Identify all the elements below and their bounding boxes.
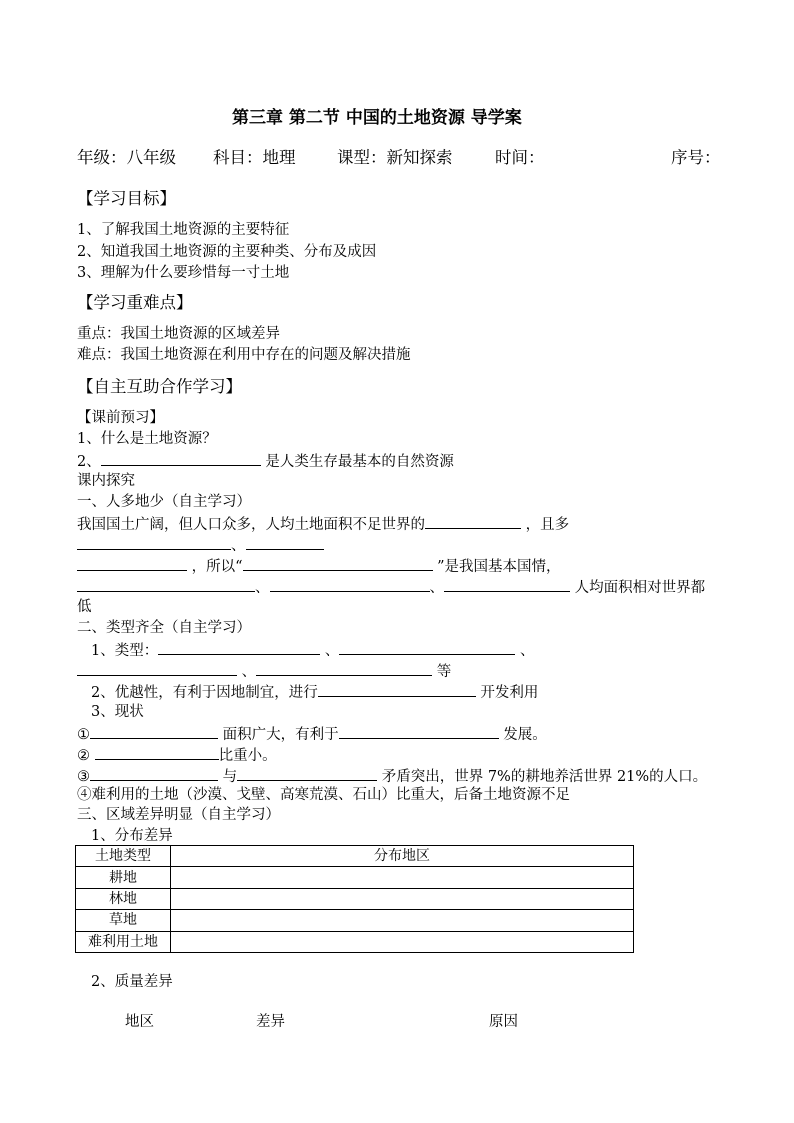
sec2-types-cont	[77, 660, 451, 682]
course-type-label: 课型：新知探索	[337, 148, 453, 167]
sec1-text: 、	[429, 580, 444, 596]
sec2-text: 、	[320, 643, 340, 659]
time-label: 时间：	[495, 148, 545, 167]
quality-col-region: 地区	[125, 1014, 154, 1030]
distribution-table	[75, 845, 634, 953]
sec2-status-label: 3、现状	[91, 704, 144, 720]
goal-item: 1、了解我国土地资源的主要特征	[77, 222, 290, 238]
grade-label: 年级：八年级	[77, 148, 176, 167]
answer-blank[interactable]	[339, 639, 515, 655]
sec2-types	[91, 639, 534, 661]
table-row	[76, 931, 634, 952]
goal-item: 2、知道我国土地资源的主要种类、分布及成因	[77, 244, 377, 260]
table-row	[76, 867, 634, 888]
sec1-line-5: 低	[77, 599, 92, 615]
sec2-text: 面积广大，有利于	[218, 727, 339, 743]
answer-blank[interactable]	[90, 723, 218, 739]
sec2-text: 发展。	[498, 727, 547, 743]
table-header-row	[76, 846, 634, 867]
answer-blank[interactable]	[237, 765, 377, 781]
answer-blank[interactable]	[243, 555, 433, 571]
sec2-text: 与	[218, 769, 238, 785]
sec3-heading: 三、区域差异明显（自主学习）	[77, 807, 280, 823]
page-title: 第三章 第二节 中国的土地资源 导学案	[232, 108, 522, 128]
q2-prefix: 2、	[77, 454, 101, 470]
sec1-text: 人均面积相对世界都	[570, 580, 706, 596]
sec1-text: ，所以“	[187, 559, 243, 575]
sec1-line-1	[77, 513, 569, 535]
sec2-text: 1、类型：	[91, 643, 159, 659]
keypoints-heading: 【学习重难点】	[77, 293, 193, 312]
answer-blank[interactable]	[77, 576, 255, 592]
quality-col-difference: 差异	[256, 1014, 285, 1030]
q2-suffix: 是人类生存最基本的自然资源	[260, 454, 454, 470]
sec1-line-4	[77, 576, 705, 598]
preview-heading: 【课前预习】	[77, 410, 164, 426]
sec2-text: 等	[432, 664, 452, 680]
answer-blank[interactable]	[318, 681, 476, 697]
table-row	[76, 888, 634, 909]
land-type-cell: 难利用土地	[76, 931, 171, 952]
distribution-label: 1、分布差异	[91, 828, 173, 844]
sec2-text: 、	[237, 664, 257, 680]
answer-blank[interactable]	[77, 555, 187, 571]
sec2-heading: 二、类型齐全（自主学习）	[77, 620, 251, 636]
sec1-text: 、	[255, 580, 270, 596]
sec2-text: 矛盾突出，世界 7%的耕地养活世界 21%的人口。	[377, 769, 708, 785]
sec2-text: ①	[77, 727, 90, 743]
sec2-text: ③	[77, 769, 90, 785]
sec1-text: ，且多	[521, 517, 570, 533]
sec2-text: 、	[515, 643, 535, 659]
goal-item: 3、理解为什么要珍惜每一寸土地	[77, 265, 290, 281]
land-type-cell: 草地	[76, 910, 171, 931]
answer-blank[interactable]	[425, 513, 521, 529]
distribution-cell[interactable]	[171, 867, 634, 888]
sec1-line-2	[77, 534, 324, 556]
sec2-text: ②	[77, 748, 95, 764]
sec1-text: 我国国土广阔，但人口众多，人均土地面积不足世界的	[77, 517, 425, 533]
answer-blank[interactable]	[444, 576, 570, 592]
preview-question-2	[77, 450, 454, 472]
answer-blank[interactable]	[339, 723, 499, 739]
sec2-status-3	[77, 765, 707, 787]
serial-label: 序号：	[671, 148, 721, 167]
answer-blank[interactable]	[158, 639, 320, 655]
sec1-text: ”是我国基本国情，	[432, 559, 561, 575]
answer-blank[interactable]	[77, 534, 231, 550]
sec1-heading: 一、人多地少（自主学习）	[77, 494, 251, 510]
table-header-cell: 分布地区	[171, 846, 634, 867]
distribution-cell[interactable]	[171, 931, 634, 952]
sec2-text: 开发利用	[475, 685, 539, 701]
sec2-status-1	[77, 723, 547, 745]
distribution-cell[interactable]	[171, 910, 634, 931]
answer-blank[interactable]	[246, 534, 324, 550]
sec2-text: 比重小。	[218, 748, 277, 764]
table-row	[76, 910, 634, 931]
answer-blank[interactable]	[95, 744, 219, 760]
quality-col-reason: 原因	[489, 1014, 518, 1030]
table-header-cell: 土地类型	[76, 846, 171, 867]
land-type-cell: 林地	[76, 888, 171, 909]
answer-blank[interactable]	[77, 660, 237, 676]
difficult-point: 难点：我国土地资源在利用中存在的问题及解决措施	[77, 347, 411, 363]
sec2-status-2	[77, 744, 277, 766]
coop-heading: 【自主互助合作学习】	[77, 377, 242, 396]
goals-heading: 【学习目标】	[77, 189, 176, 208]
sec2-status-4: ④难利用的土地（沙漠、戈壁、高寒荒漠、石山）比重大，后备土地资源不足	[77, 787, 570, 803]
inclass-heading: 课内探究	[77, 473, 135, 489]
subject-label: 科目：地理	[213, 148, 296, 167]
sec1-text: 、	[231, 538, 246, 554]
answer-blank[interactable]	[101, 450, 261, 466]
answer-blank[interactable]	[270, 576, 430, 592]
key-point: 重点：我国土地资源的区域差异	[77, 326, 280, 342]
quality-label: 2、质量差异	[91, 974, 173, 990]
preview-question-1: 1、什么是土地资源？	[77, 431, 217, 447]
answer-blank[interactable]	[90, 765, 218, 781]
answer-blank[interactable]	[256, 660, 432, 676]
distribution-cell[interactable]	[171, 888, 634, 909]
sec1-line-3	[77, 555, 561, 577]
sec2-text: 2、优越性，有利于因地制宜，进行	[91, 685, 318, 701]
land-type-cell: 耕地	[76, 867, 171, 888]
sec2-advantage	[91, 681, 538, 703]
